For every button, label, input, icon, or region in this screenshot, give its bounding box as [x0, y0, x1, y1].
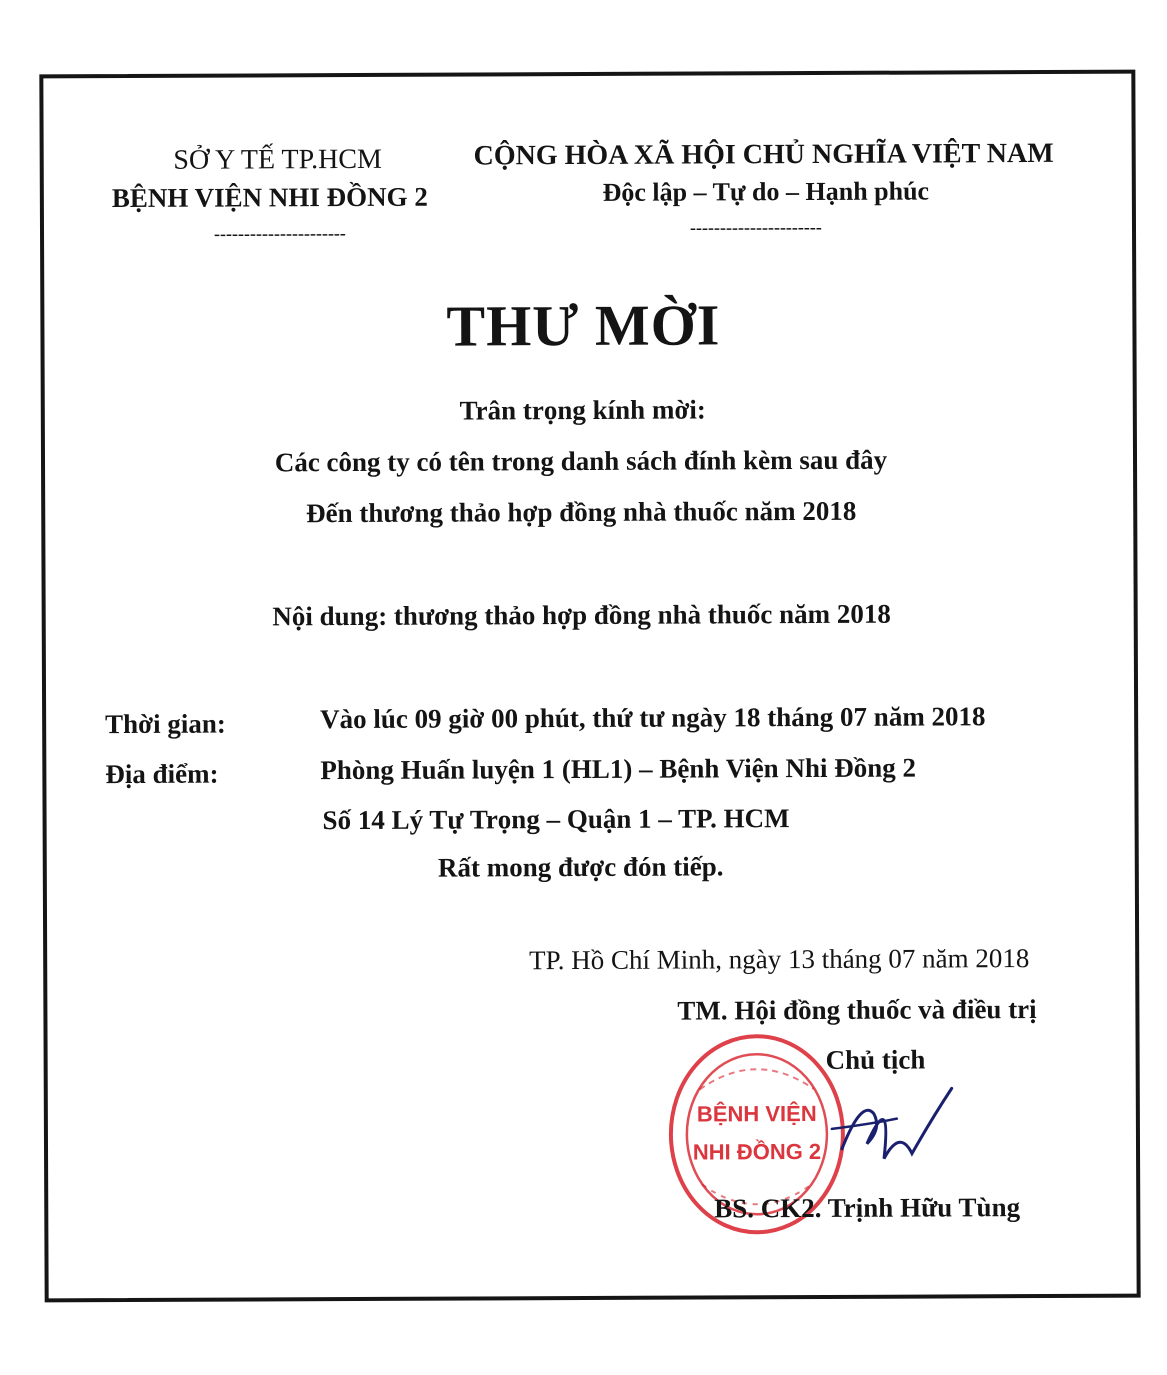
place-value-line1: Phòng Huấn luyện 1 (HL1) – Bệnh Viện Nhi Đồng 2: [320, 752, 917, 786]
handwritten-signature: [822, 1068, 962, 1179]
invitee-line: Các công ty có tên trong danh sách đính kèm sau đây: [274, 444, 888, 478]
letter-title: THƯ MỜI: [446, 292, 721, 359]
national-motto: Độc lập – Tự do – Hạnh phúc: [602, 176, 930, 207]
signer-name: BS. CK2. Trịnh Hữu Tùng: [714, 1192, 1021, 1224]
national-title: CỘNG HÒA XÃ HỘI CHỦ NGHĨA VIỆT NAM: [473, 137, 1054, 172]
date-line: TP. Hồ Chí Minh, ngày 13 tháng 07 năm 2018: [529, 943, 1030, 976]
right-header-rule: ----------------------: [689, 216, 822, 238]
on-behalf-line: TM. Hội đồng thuốc và điều trị: [677, 994, 1037, 1026]
hospital-name: BỆNH VIỆN NHI ĐỒNG 2: [111, 181, 428, 214]
department-name: SỞ Y TẾ TP.HCM: [173, 143, 382, 176]
greeting: Trân trọng kính mời:: [459, 394, 706, 426]
place-value-line2: Số 14 Lý Tự Trọng – Quận 1 – TP. HCM: [322, 803, 790, 836]
stamp-line1: BỆNH VIỆN: [696, 1100, 817, 1127]
signer-role: Chủ tịch: [825, 1044, 926, 1075]
time-value: Vào lúc 09 giờ 00 phút, thứ tư ngày 18 tháng 07 năm 2018: [320, 701, 986, 735]
time-label: Thời gian:: [105, 708, 226, 740]
closing-line: Rất mong được đón tiếp.: [437, 851, 724, 883]
purpose-line: Đến thương thảo hợp đồng nhà thuốc năm 2018: [305, 495, 857, 529]
left-header-rule: ----------------------: [213, 223, 346, 244]
stamp-line2: NHI ĐỒNG 2: [692, 1138, 822, 1165]
content-line: Nội dung: thương thảo hợp đồng nhà thuốc năm 2018: [272, 598, 891, 632]
place-label: Địa điểm:: [105, 758, 219, 790]
